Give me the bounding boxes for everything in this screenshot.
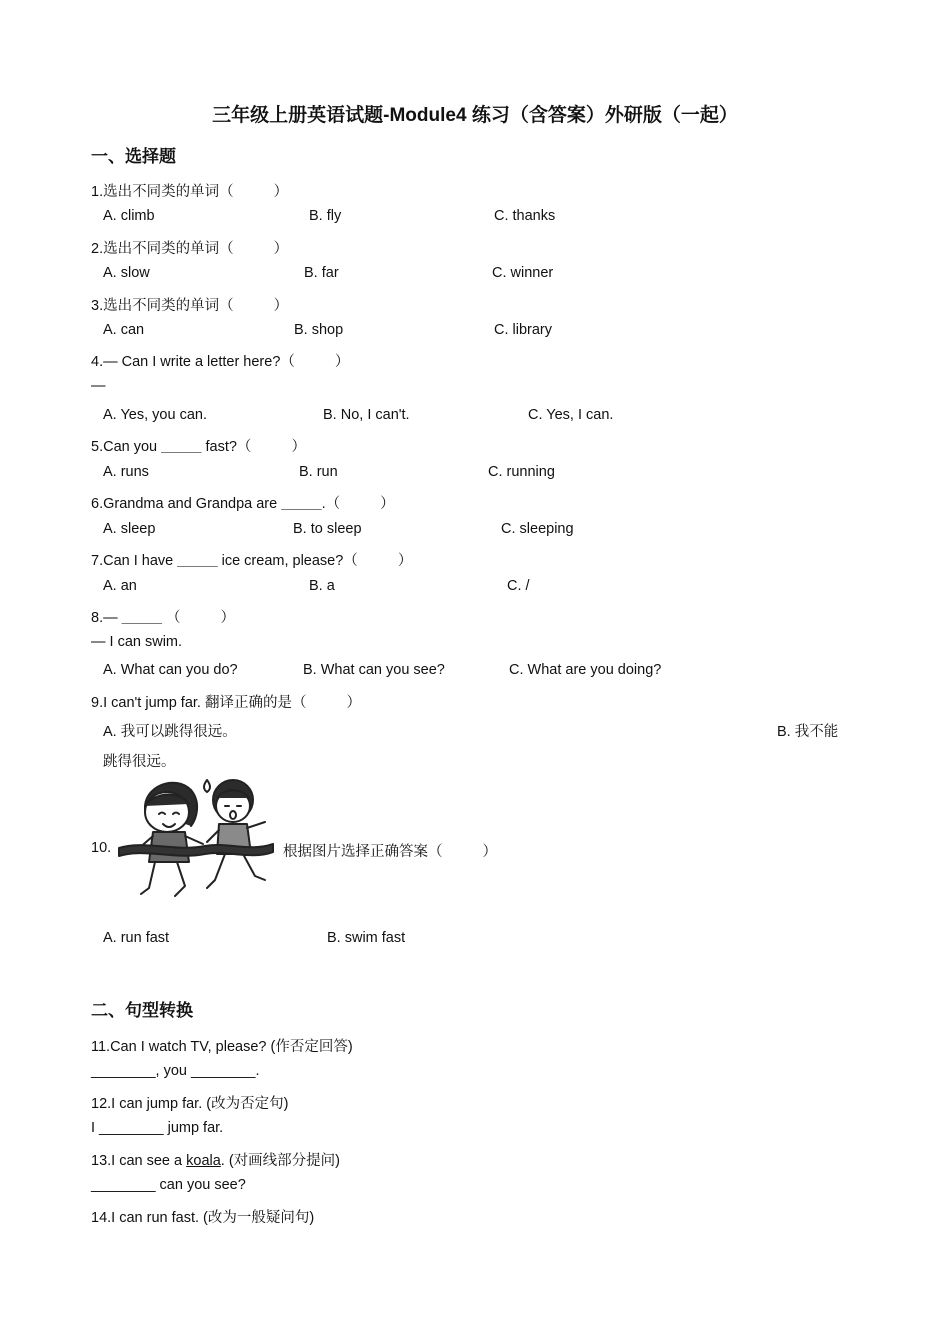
question-stem-end: . (对画线部分提问) [220,1153,341,1169]
paren-close: ） [334,354,350,370]
answer-line: ________, you ________. [91,1063,260,1079]
paren-close: ） [291,439,306,455]
question-stem: 根据图片选择正确答案（ [283,844,443,860]
paren-close: ） [346,695,361,711]
question-stem: 4.— Can I write a letter here?（ [91,354,295,370]
question-12: 12.I can jump far. (改为否定句) [91,1096,289,1112]
question-4 [91,350,349,371]
option-b: B. What can you see? [303,662,445,678]
paren-close: ） [397,553,413,569]
answer-line: ________ can you see? [91,1177,246,1193]
question-stem: 7.Can I have [91,553,178,569]
question-10 [283,840,497,861]
option-b: B. a [309,578,335,594]
option-a: A. an [103,578,137,594]
option-c: C. thanks [494,208,556,224]
question-stem: 13.I can see a [91,1153,187,1169]
question-2 [91,237,288,258]
option-b-continued: 跳得很远。 [103,754,176,770]
option-a: A. sleep [103,521,156,537]
children-running-illustration [115,770,277,908]
blank: _____ [177,553,218,569]
option-c: C. library [494,322,553,338]
paren-close: ） [482,844,497,860]
question-11: 11.Can I watch TV, please? (作否定回答) [91,1039,353,1055]
option-c: C. running [488,464,555,480]
question-7 [91,549,412,570]
question-3 [91,294,288,315]
question-8 [91,606,235,627]
paren-close: ） [380,496,395,512]
question-stem: 6.Grandma and Grandpa are [91,496,282,512]
option-b: B. swim fast [327,930,406,946]
blank: _____ [281,496,322,512]
option-b: B. fly [309,208,342,224]
question-13 [91,1149,340,1170]
dialogue-answer: — I can swim. [91,634,183,650]
option-a: A. slow [103,265,150,281]
option-a: A. What can you do? [103,662,238,678]
option-a: A. Yes, you can. [103,407,207,423]
paren-close: ） [273,241,289,257]
question-6 [91,492,395,513]
question-stem: 1.选出不同类的单词（ [91,184,234,200]
option-a: A. can [103,322,145,338]
question-1 [91,180,288,201]
option-b: B. run [299,464,338,480]
option-a: A. run fast [103,930,170,946]
question-14: 14.I can run fast. (改为一般疑问句) [91,1210,315,1226]
question-stem: 3.选出不同类的单词（ [91,298,234,314]
question-stem: 5.Can you [91,439,162,455]
option-b: B. shop [294,322,344,338]
answer-line: I ________ jump far. [91,1120,224,1136]
option-c: C. Yes, I can. [528,407,614,423]
page-title: 三年级上册英语试题-Module4 练习（含答案）外研版（一起） [212,105,738,126]
question-stem-end: .（ [321,496,341,512]
question-9 [91,691,361,712]
paren-close: ） [273,298,289,314]
answer-dash: — [91,378,106,394]
underlined-word: koala [186,1153,221,1169]
option-c: C. What are you doing? [509,662,662,678]
question-stem-end: ice cream, please?（ [217,553,358,569]
option-a: A. climb [103,208,155,224]
option-a: A. 我可以跳得很远。 [103,724,237,740]
option-c: C. / [507,578,530,594]
option-b: B. No, I can't. [323,407,410,423]
question-stem-end: fast?（ [201,439,252,455]
section-heading-choice: 一、选择题 [91,147,176,166]
question-stem: 2.选出不同类的单词（ [91,241,234,257]
question-5 [91,435,306,456]
blank: _____ [161,439,202,455]
blank: _____ [121,610,162,626]
option-b: B. to sleep [293,521,362,537]
option-c: C. sleeping [501,521,574,537]
question-stem: 9.I can't jump far. 翻译正确的是（ [91,695,307,711]
option-b: B. far [304,265,339,281]
section-heading-transform: 二、句型转换 [91,1001,193,1020]
option-b: B. 我不能 [777,724,839,740]
paren-close: ） [220,610,235,626]
question-stem: 8.— [91,610,122,626]
question-stem-end: （ [165,610,181,626]
option-c: C. winner [492,265,554,281]
paren-close: ） [273,184,289,200]
option-a: A. runs [103,464,149,480]
question-10-number: 10. [91,840,112,856]
